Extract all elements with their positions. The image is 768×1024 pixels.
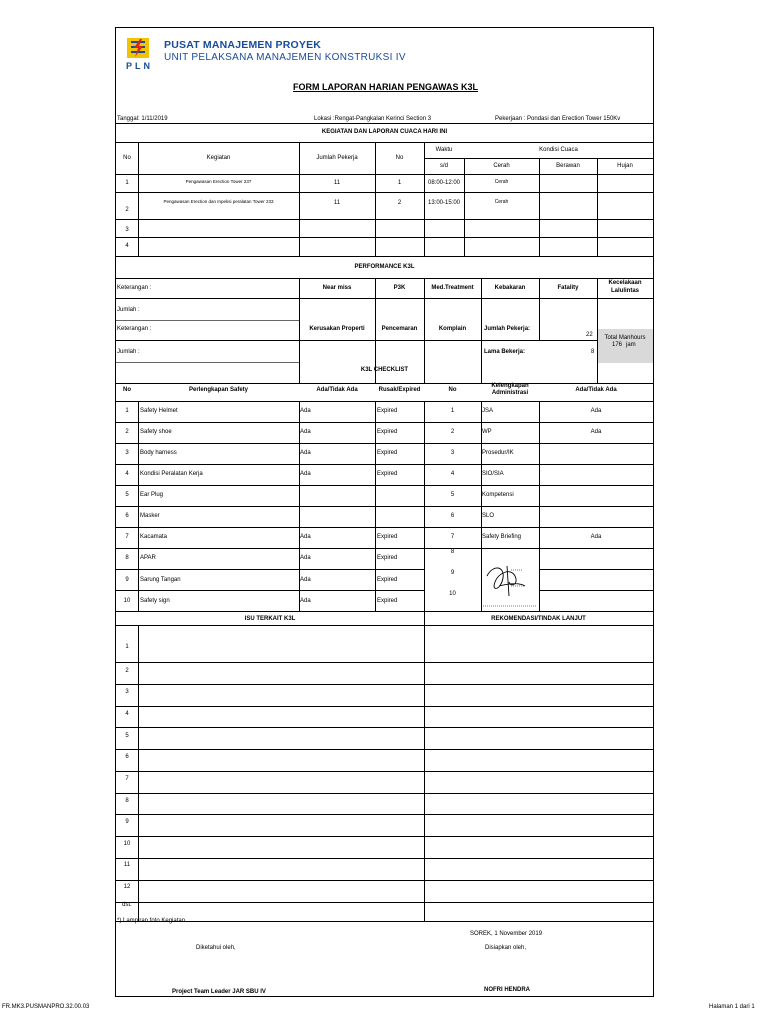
checklist-cell-no: 8 <box>125 555 129 561</box>
checklist-cell-rusak: Expired <box>377 534 398 540</box>
isu-row-line <box>116 814 653 815</box>
checklist-header-ada2: Ada/Tidak Ada <box>575 387 617 393</box>
kegiatan-row-no2: 1 <box>397 180 402 186</box>
isu-title: ISU TERKAIT K3L <box>244 616 296 622</box>
checklist-cell-admin: JSA <box>482 408 494 414</box>
checklist-cell-item: APAR <box>140 555 156 561</box>
checklist-cell-no: 6 <box>125 513 129 519</box>
kegiatan-header-berawan: Berawan <box>556 163 580 169</box>
disiapkan-label: Disiapkan oleh, <box>485 945 527 951</box>
checklist-cell-ada: Ada <box>300 450 311 456</box>
checklist-cell-rusak: Expired <box>377 598 398 604</box>
checklist-cell-ada: Ada <box>300 408 311 414</box>
checklist-cell-rusak: Expired <box>377 408 398 414</box>
checklist-cell-no2: 8 <box>450 549 455 555</box>
performance-section-title: PERFORMANCE K3L <box>354 264 415 270</box>
checklist-cell-admin: Prosedur/IK <box>482 450 514 456</box>
kegiatan-section-title: KEGIATAN DAN LAPORAN CUACA HARI INI <box>321 129 448 135</box>
checklist-header-no: No <box>123 387 131 393</box>
isu-row-line <box>116 880 653 881</box>
tempat-tanggal: SOREK, 1 November 2019 <box>470 931 543 937</box>
checklist-header-perlengkapan: Perlengkapan Safety <box>188 387 249 393</box>
signature-sketch <box>481 556 539 608</box>
checklist-cell-no2: 10 <box>449 591 456 597</box>
kegiatan-header-cerah: Cerah <box>493 163 510 169</box>
checklist-cell-item: Kacamata <box>140 534 168 540</box>
checklist-header-ada: Ada/Tidak Ada <box>316 387 358 393</box>
perf-col-near-miss: Near miss <box>322 285 352 291</box>
left-signatory-name: Project Team Leader JAR SBU IV <box>172 989 266 995</box>
isu-row-no: 3 <box>125 689 129 695</box>
isu-row-no: 9 <box>125 819 129 825</box>
perf-col-fatality: Fatality <box>557 285 579 291</box>
lokasi-label: Lokasi :Rengat-Pangkalan Kerinci Section 3 <box>314 116 432 122</box>
checklist-cell-rusak: Expired <box>377 429 398 435</box>
org-name-line2: UNIT PELAKSANA MANAJEMEN KONSTRUKSI IV <box>164 52 406 63</box>
checklist-cell-no2: 7 <box>450 534 455 540</box>
checklist-cell-item: Body harness <box>140 450 177 456</box>
checklist-cell-no: 1 <box>125 408 129 414</box>
checklist-cell-item: Sarung Tangan <box>140 577 181 583</box>
kegiatan-row-no: 1 <box>125 180 129 186</box>
isu-row-line <box>116 902 653 903</box>
isu-row-no: 6 <box>125 754 129 760</box>
checklist-cell-rusak: Expired <box>377 555 398 561</box>
isu-row-line <box>116 858 653 859</box>
kegiatan-row-jumlah: 11 <box>333 180 341 186</box>
checklist-cell-no2: 1 <box>450 408 455 414</box>
performance-jumlah-1: Jumlah : <box>117 307 140 313</box>
checklist-cell-rusak: Expired <box>377 450 398 456</box>
perf-col-kecelakaan-1: Kecelakaan <box>608 280 642 286</box>
isu-row-line <box>116 793 653 794</box>
checklist-cell-no: 4 <box>125 471 129 477</box>
kegiatan-header-kegiatan: Kegiatan <box>206 155 231 161</box>
checklist-header-rusak: Rusak/Expired <box>378 387 421 393</box>
checklist-cell-no2: 6 <box>450 513 455 519</box>
page-number: Halaman 1 dari 1 <box>709 1004 755 1010</box>
isu-row-no: 5 <box>125 733 129 739</box>
kegiatan-row-kegiatan: Pengawasan Erection Tower 237 <box>185 179 252 184</box>
isu-row-no: 4 <box>125 711 129 717</box>
checklist-cell-item: Safety Helmet <box>140 408 178 414</box>
kegiatan-row-no2: 2 <box>397 200 402 206</box>
kegiatan-row-jumlah: 11 <box>333 200 341 206</box>
checklist-cell-item: Ear Plug <box>140 492 164 498</box>
checklist-cell-ada: Ada <box>300 555 311 561</box>
form-page <box>115 27 654 997</box>
checklist-cell-ada: Ada <box>300 471 311 477</box>
pekerjaan-label: Pekerjaan : Pondasi dan Erection Tower 150Kv <box>495 116 621 122</box>
checklist-cell-no: 5 <box>125 492 129 498</box>
perf-col-med-treatment: Med.Treatment <box>431 285 474 291</box>
checklist-cell-ada2: Ada <box>590 429 602 435</box>
isu-row-no: 11 <box>123 862 131 868</box>
checklist-cell-ada2: Ada <box>590 534 602 540</box>
kegiatan-row-cerah: Cerah <box>494 199 509 205</box>
rekomendasi-title: REKOMENDASI/TINDAK LANJUT <box>491 616 586 622</box>
checklist-cell-admin: SLO <box>482 513 495 519</box>
checklist-cell-admin: Kompetensi <box>482 492 514 498</box>
isu-row-line <box>116 749 653 750</box>
org-name-line1: PUSAT MANAJEMEN PROYEK <box>164 39 322 51</box>
checklist-cell-ada2: Ada <box>590 408 602 414</box>
isu-row-no: 2 <box>125 668 129 674</box>
checklist-cell-no2: 2 <box>450 429 455 435</box>
checklist-cell-admin: Safety Briefing <box>482 534 522 540</box>
checklist-cell-no: 7 <box>125 534 129 540</box>
checklist-cell-no: 10 <box>123 598 131 604</box>
perf-col-kecelakaan-2: Lalulintas <box>610 288 639 294</box>
kegiatan-row-waktu: 13:00-15:00 <box>427 200 461 206</box>
perf-col-p3k: P3K <box>393 285 406 291</box>
checklist-cell-no2: 4 <box>450 471 455 477</box>
checklist-cell-no2: 9 <box>450 570 455 576</box>
checklist-cell-ada: Ada <box>300 534 311 540</box>
checklist-header-kelengkapan-1: Kelengkapan <box>491 383 529 389</box>
right-signatory-name: NOFRI HENDRA <box>484 987 530 993</box>
kegiatan-row-kegiatan: Pengawasan Erection dan Inpeksi peralatan Tower 233 <box>163 199 274 204</box>
checklist-cell-no: 3 <box>125 450 129 456</box>
jumlah-pekerja-value: 22 <box>586 332 593 338</box>
checklist-header-kelengkapan-2: Administrasi <box>491 390 529 396</box>
isu-row-line <box>116 727 653 728</box>
tanggal-label: Tanggal: 1/11/2019 <box>117 116 168 122</box>
lama-bekerja-value: 8 <box>591 349 595 355</box>
perf-col-kebakaran: Kebakaran <box>494 285 526 291</box>
checklist-header-no2: No <box>448 387 457 393</box>
checklist-cell-rusak: Expired <box>377 577 398 583</box>
doc-code: FR.MK3.PUSMANPRO.32.00.03 <box>2 1004 90 1010</box>
checklist-cell-item: Safety shoe <box>140 429 172 435</box>
checklist-cell-no2: 5 <box>450 492 455 498</box>
kegiatan-header-waktu: Waktu <box>435 147 453 153</box>
lama-bekerja-label: Lama Bekerja: <box>484 349 526 355</box>
kegiatan-header-hujan: Hujan <box>617 163 633 169</box>
isu-row-no: dst. <box>122 902 132 908</box>
checklist-cell-item: Kondisi Peralatan Kerja <box>140 471 203 477</box>
checklist-cell-ada: Ada <box>300 598 311 604</box>
lampiran-note: *) Lampiran foto Kegiatan <box>117 918 186 924</box>
isu-row-line <box>116 684 653 685</box>
jumlah-pekerja-label: Jumlah Pekerja: <box>484 326 531 332</box>
kegiatan-row-cerah: Cerah <box>494 179 509 185</box>
kegiatan-row-waktu: 08:00-12:00 <box>427 180 461 186</box>
kegiatan-header-jumlah: Jumlah Pekerja <box>316 155 358 161</box>
checklist-section-title: K3L CHECKLIST <box>360 367 409 373</box>
total-manhours-unit: jam <box>626 342 636 348</box>
perf-col-komplain: Komplain <box>438 326 467 332</box>
isu-row-no: 10 <box>123 841 131 847</box>
performance-keterangan-2: Keterangan : <box>117 326 152 332</box>
isu-row-line <box>116 706 653 707</box>
checklist-cell-item: Masker <box>140 513 160 519</box>
checklist-cell-item: Safety sign <box>140 598 170 604</box>
total-manhours-value: 176 <box>612 342 623 348</box>
total-manhours-label: Total Manhours <box>604 335 646 341</box>
kegiatan-header-no2: No <box>395 155 404 161</box>
kegiatan-header-kondisi: Kondisi Cuaca <box>539 147 578 153</box>
perf-col-pencemaran: Pencemaran <box>381 326 418 332</box>
isu-row-line <box>116 771 653 772</box>
kegiatan-row-no: 3 <box>125 227 129 233</box>
form-title: FORM LAPORAN HARIAN PENGAWAS K3L <box>292 82 478 92</box>
logo-text: PLN <box>126 61 153 71</box>
isu-row-no: 1 <box>125 644 129 650</box>
checklist-cell-no: 9 <box>125 577 129 583</box>
checklist-cell-admin: WP <box>482 429 492 435</box>
isu-row-line <box>116 662 653 663</box>
kegiatan-row-no: 2 <box>125 207 129 213</box>
isu-row-no: 8 <box>125 798 129 804</box>
kegiatan-header-no: No <box>123 155 131 161</box>
checklist-cell-no: 2 <box>125 429 129 435</box>
kegiatan-row-no: 4 <box>125 243 129 249</box>
checklist-cell-ada: Ada <box>300 429 311 435</box>
isu-row-line <box>116 836 653 837</box>
checklist-cell-rusak: Expired <box>377 471 398 477</box>
performance-jumlah-2: Jumlah : <box>117 349 140 355</box>
checklist-cell-ada: Ada <box>300 577 311 583</box>
isu-row-no: 7 <box>125 776 129 782</box>
perf-col-kerusakan: Kerusakan Properti <box>309 326 365 332</box>
kegiatan-header-sd: s/d <box>439 163 448 169</box>
checklist-cell-admin: SIO/SIA <box>482 471 504 477</box>
performance-keterangan-1: Keterangan : <box>117 285 152 291</box>
diketahui-label: Diketahui oleh, <box>196 945 236 951</box>
isu-row-no: 12 <box>123 884 131 890</box>
checklist-cell-no2: 3 <box>450 450 455 456</box>
